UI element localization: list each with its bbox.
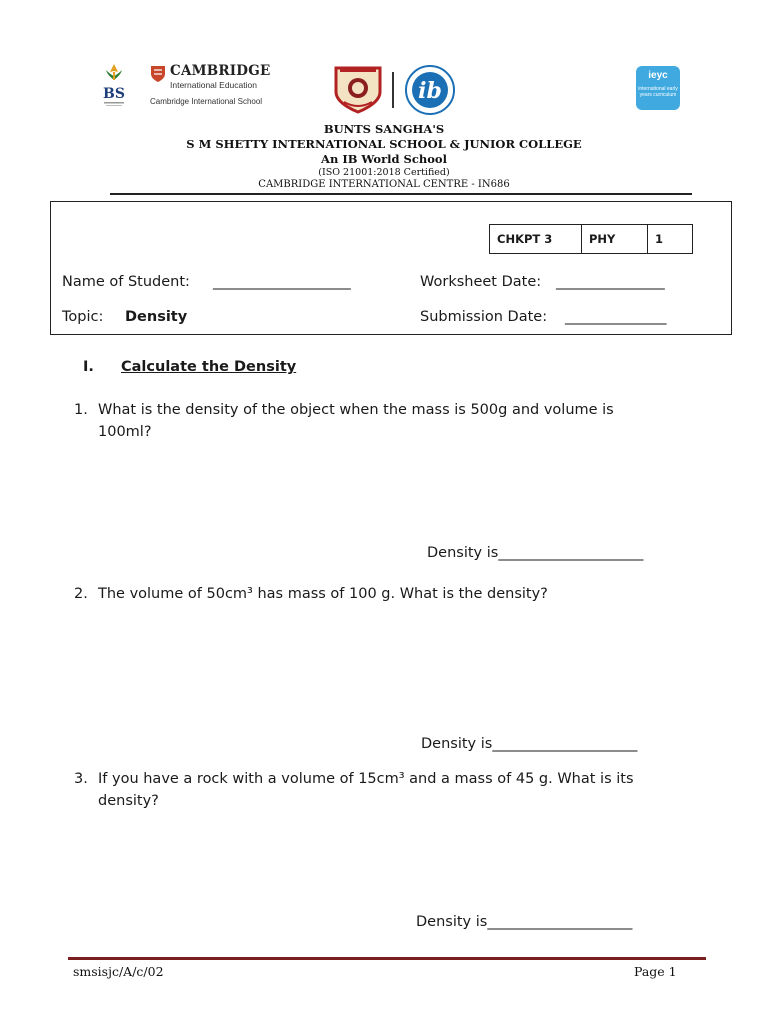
- school-header-line-1: BUNTS SANGHA'S: [323, 122, 445, 136]
- logo-divider: [392, 72, 394, 108]
- question-3-number: 3.: [74, 771, 88, 787]
- code-cell-subject: PHY: [582, 225, 648, 254]
- cambridge-shield-icon: [150, 65, 166, 83]
- bs-logo: [96, 62, 132, 110]
- ieyc-logo: [636, 66, 680, 110]
- section-title: Calculate the Density: [121, 359, 297, 375]
- question-1-text: What is the density of the object when the mass is 500g and volume is 100ml?: [98, 402, 614, 440]
- cambridge-logo: [150, 63, 271, 109]
- topic-label: Topic:: [62, 309, 104, 325]
- header-divider: [110, 193, 692, 195]
- question-2-answer-line[interactable]: Density is____________________: [421, 736, 638, 752]
- ieyc-subtitle: international early years curriculum: [638, 86, 678, 98]
- ieyc-title: ieyc: [648, 70, 668, 81]
- worksheet-date-field[interactable]: _______________: [556, 274, 665, 290]
- cambridge-school-label: Cambridge International School: [150, 97, 263, 106]
- svg-text:ib: ib: [418, 78, 442, 104]
- worksheet-date-label: Worksheet Date:: [420, 274, 542, 290]
- worksheet-code-table: [489, 224, 693, 254]
- code-cell-number: 1: [648, 225, 693, 254]
- code-cell-grade: CHKPT 3: [490, 225, 582, 254]
- cambridge-subtitle: International Education: [170, 80, 257, 90]
- question-1-answer-line[interactable]: Density is____________________: [427, 545, 644, 561]
- cambridge-name: CAMBRIDGE: [170, 63, 271, 79]
- footer-document-code: smsisjc/A/c/02: [73, 964, 164, 979]
- school-header-line-4: (ISO 21001:2018 Certified): [318, 167, 450, 178]
- name-of-student-label: Name of Student:: [62, 274, 190, 290]
- section-number: I.: [83, 359, 94, 375]
- submission-date-field[interactable]: ______________: [565, 309, 667, 325]
- question-2-text: The volume of 50cm³ has mass of 100 g. What is the density?: [98, 586, 548, 602]
- topic-value: Density: [125, 309, 188, 325]
- bs-logo-text: BS: [103, 86, 125, 102]
- school-header-line-2: S M SHETTY INTERNATIONAL SCHOOL & JUNIOR COLLEGE: [186, 137, 582, 151]
- ib-world-school-logo: [402, 64, 458, 116]
- question-1-number: 1.: [74, 402, 88, 418]
- question-3-text: If you have a rock with a volume of 15cm³ and a mass of 45 g. What is its density?: [98, 771, 634, 809]
- name-of-student-field[interactable]: ___________________: [213, 274, 351, 290]
- school-header-line-5: CAMBRIDGE INTERNATIONAL CENTRE - IN686: [258, 179, 510, 190]
- question-2-number: 2.: [74, 586, 88, 602]
- school-crest-logo: [330, 64, 386, 114]
- footer-divider: [68, 957, 706, 960]
- submission-date-label: Submission Date:: [420, 309, 548, 325]
- school-header-line-3: An IB World School: [321, 152, 447, 166]
- question-3-answer-line[interactable]: Density is____________________: [416, 914, 633, 930]
- footer-page-number: Page 1: [634, 964, 677, 979]
